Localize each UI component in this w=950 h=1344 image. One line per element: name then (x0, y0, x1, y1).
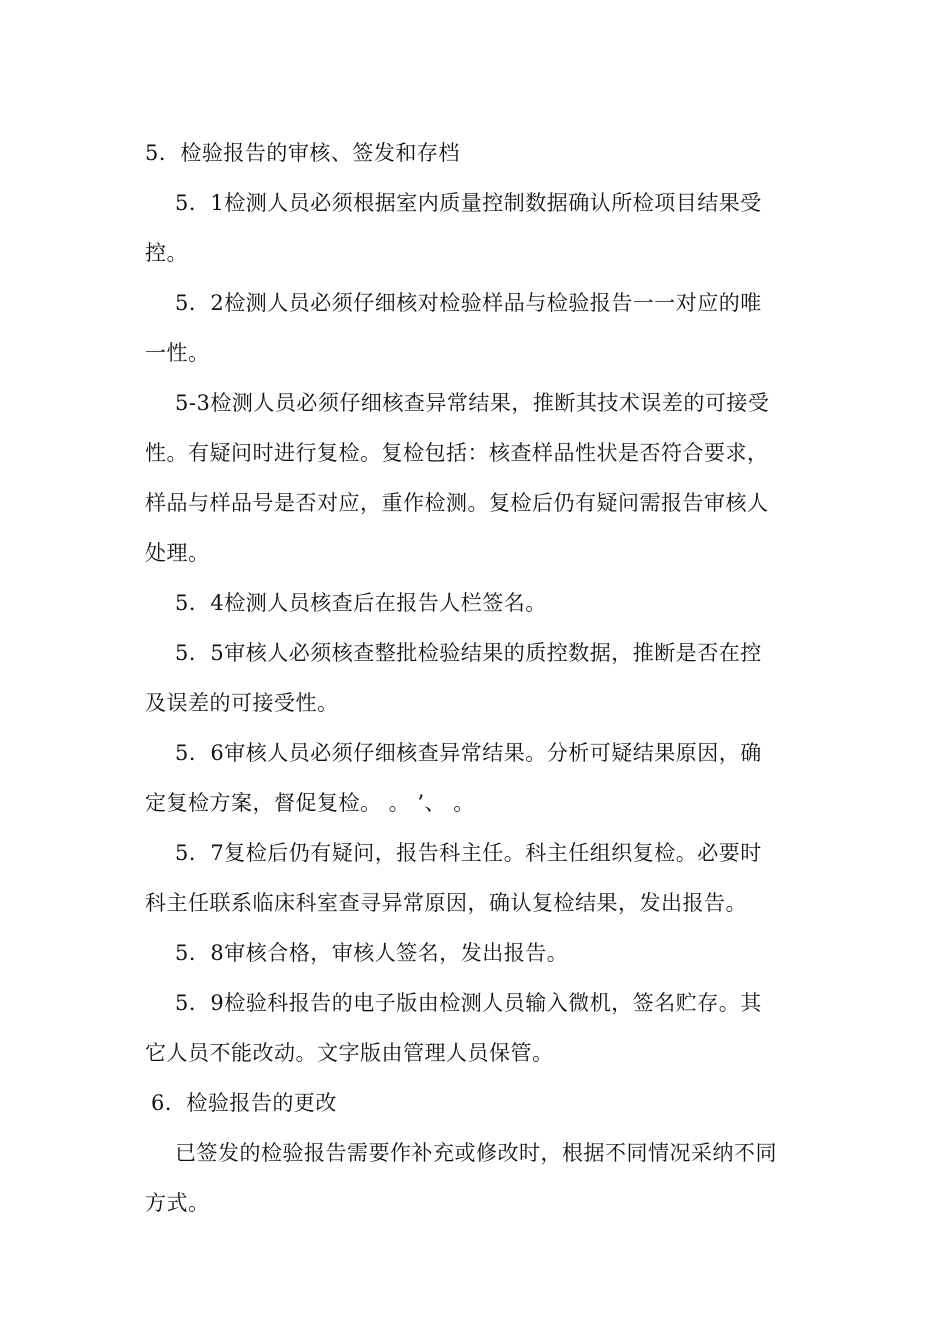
paragraph-line: 5．8审核合格，审核人签名，发出报告。 (175, 941, 569, 965)
paragraph-line: 5．5审核人必须核查整批检验结果的质控数据，推断是否在控 (175, 641, 762, 665)
paragraph-line: 及误差的可接受性。 (145, 691, 339, 715)
paragraph-line: 5．1检测人员必须根据室内质量控制数据确认所检项目结果受 (175, 191, 762, 215)
paragraph-line: 5．2检测人员必须仔细核对检验样品与检验报告一一对应的唯 (175, 291, 762, 315)
paragraph-line: 处理。 (145, 541, 210, 565)
paragraph-line: 定复检方案，督促复检。 。 ’、 。 (145, 791, 475, 815)
paragraph-line: 性。有疑问时进行复检。复检包括：核查样品性状是否符合要求， (145, 441, 769, 465)
paragraph-line: 5．7复检后仍有疑问，报告科主任。科主任组织复检。必要时 (175, 841, 762, 865)
paragraph-line: 一性。 (145, 341, 210, 365)
section-heading-6: 6．检验报告的更改 (151, 1091, 337, 1115)
paragraph-line: 5．4检测人员核查后在报告人栏签名。 (175, 591, 547, 615)
paragraph-line: 已签发的检验报告需要作补充或修改时，根据不同情况采纳不同 (175, 1141, 777, 1165)
paragraph-line: 控。 (145, 241, 188, 265)
paragraph-line: 5-3检测人员必须仔细核查异常结果，推断其技术误差的可接受 (175, 391, 770, 415)
document-body (145, 128, 810, 1228)
paragraph-line: 5．6审核人员必须仔细核查异常结果。分析可疑结果原因，确 (175, 741, 762, 765)
paragraph-line: 方式。 (145, 1191, 210, 1215)
paragraph-line: 样品与样品号是否对应，重作检测。复检后仍有疑问需报告审核人 (145, 491, 769, 515)
paragraph-line: 5．9检验科报告的电子版由检测人员输入微机，签名贮存。其 (175, 991, 762, 1015)
section-heading-5: 5．检验报告的审核、签发和存档 (145, 141, 460, 165)
paragraph-line: 它人员不能改动。文字版由管理人员保管。 (145, 1041, 554, 1065)
paragraph-line: 科主任联系临床科室查寻异常原因，确认复检结果，发出报告。 (145, 891, 747, 915)
